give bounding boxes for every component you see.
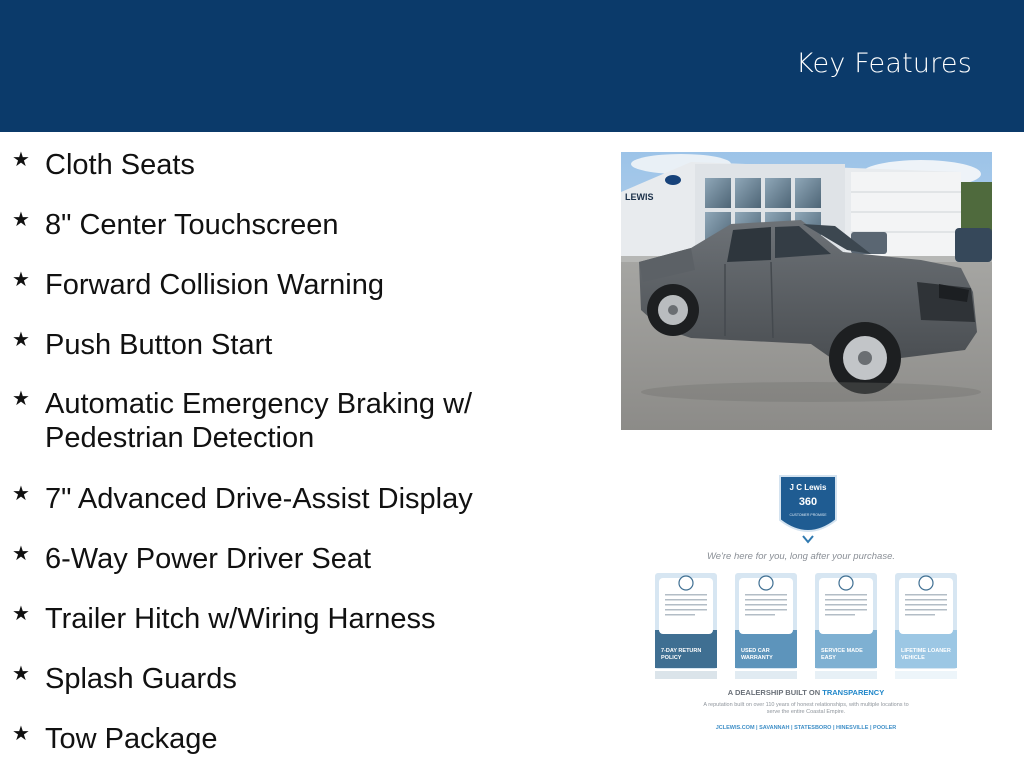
- star-icon: ★: [12, 388, 30, 410]
- star-icon: ★: [12, 483, 30, 505]
- card-label-line1: SERVICE MADE: [821, 648, 863, 654]
- chevron-down-icon: [803, 536, 813, 542]
- star-icon: ★: [12, 329, 30, 351]
- star-icon: ★: [12, 149, 30, 171]
- star-icon: ★: [12, 209, 30, 231]
- promise-card: [735, 573, 797, 669]
- feature-label: Forward Collision Warning: [45, 269, 384, 301]
- promise-card: [815, 573, 877, 669]
- badge-check-icon: [759, 576, 773, 590]
- service-icon: [839, 576, 853, 590]
- brand-name: J C Lewis: [789, 483, 827, 492]
- star-icon: ★: [12, 543, 30, 565]
- card-label-line2: POLICY: [661, 655, 682, 661]
- feature-label: Trailer Hitch w/Wiring Harness: [45, 603, 436, 635]
- star-icon: ★: [12, 269, 30, 291]
- feature-label: Cloth Seats: [45, 149, 195, 181]
- page-title: Key Features: [795, 48, 972, 79]
- promise-heading: [728, 688, 884, 697]
- badge-number: 360: [798, 496, 818, 508]
- card-label-line2: WARRANTY: [741, 655, 773, 661]
- card-label-line1: USED CAR: [741, 648, 770, 654]
- card-label-line2: VEHICLE: [901, 655, 925, 661]
- feature-label: 8" Center Touchscreen: [45, 209, 339, 241]
- feature-label: 7" Advanced Drive-Assist Display: [45, 483, 473, 515]
- feature-label: Automatic Emergency Braking w/ Pedestrian Detection: [45, 388, 473, 454]
- heading-highlight: TRANSPARENCY: [822, 688, 885, 697]
- feature-label: Tow Package: [45, 723, 218, 755]
- star-icon: ★: [12, 663, 30, 685]
- badge-subtitle: CUSTOMER PROMISE: [789, 513, 827, 517]
- card-label-line1: LIFETIME LOANER: [901, 648, 951, 654]
- tagline: We're here for you, long after your purchase.: [706, 551, 896, 562]
- card-label-line1: 7-DAY RETURN: [661, 648, 702, 654]
- feature-label: Splash Guards: [45, 663, 237, 695]
- heading-prefix: A DEALERSHIP BUILT ON: [727, 688, 821, 697]
- vehicle-photo: [621, 152, 992, 430]
- car-icon: [919, 576, 933, 590]
- feature-label: Push Button Start: [45, 329, 273, 361]
- customer-promise-graphic: [645, 470, 967, 740]
- description-line1: A reputation built on over 110 years of honest relationships, with multiple locations to: [703, 702, 909, 708]
- star-icon: ★: [12, 603, 30, 625]
- promise-card: [895, 573, 957, 669]
- dealer-sign: LEWIS: [625, 192, 654, 202]
- description-line2: serve the entire Coastal Empire.: [766, 709, 846, 715]
- return-icon: [679, 576, 693, 590]
- feature-label: 6-Way Power Driver Seat: [45, 543, 372, 575]
- promise-card: [655, 573, 717, 669]
- header-banner: [0, 0, 1024, 132]
- locations-line: JCLEWIS.COM | SAVANNAH | STATESBORO | HINESVILLE | POOLER: [715, 725, 897, 731]
- star-icon: ★: [12, 723, 30, 745]
- card-label-line2: EASY: [821, 655, 836, 661]
